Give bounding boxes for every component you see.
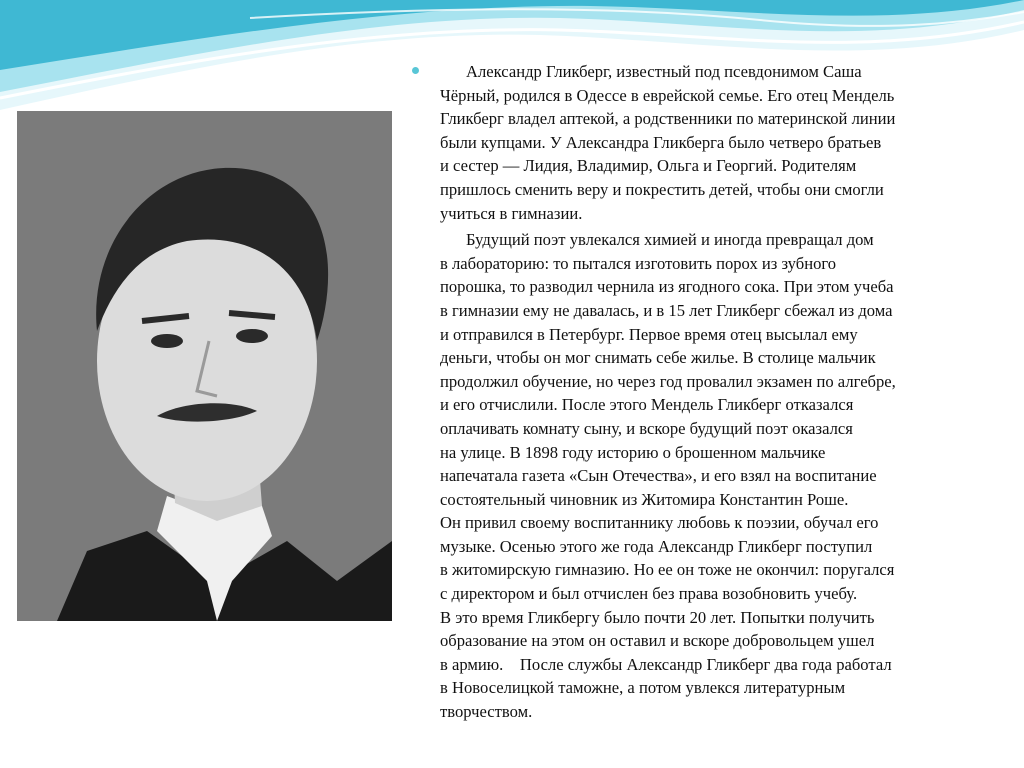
text-line: и сестер — Лидия, Владимир, Ольга и Георгий. Родителям <box>440 156 857 176</box>
text-line: Он привил своему воспитаннику любовь к поэзии, обучал его <box>440 513 879 533</box>
portrait-photo <box>17 111 392 621</box>
text-line: Гликберг владел аптекой, а родственники по материнской линии <box>440 109 896 129</box>
text-line: были купцами. У Александра Гликберга было четверо братьев <box>440 132 882 152</box>
text-line: Чёрный, родился в Одессе в еврейской семье. Его отец Мендель <box>440 85 895 105</box>
portrait-photo-icon <box>17 111 392 621</box>
text-line: и отправился в Петербург. Первое время отец высылал ему <box>440 324 858 344</box>
text-line: на улице. В 1898 году историю о брошенном мальчике <box>440 442 826 462</box>
text-line: в лабораторию: то пытался изготовить порох из зубного <box>440 253 837 273</box>
text-line: порошка, то разводил чернила из ягодного сока. При этом учеба <box>440 277 894 297</box>
text-line: образование на этом он оставил и вскоре добровольцем ушел <box>440 631 875 651</box>
bullet-point <box>412 67 419 74</box>
text-line: пришлось сменить веру и покрестить детей, чтобы они смогли <box>440 179 884 199</box>
text-line: состоятельный чиновник из Житомира Константин Роше. <box>440 489 849 509</box>
text-line: в житомирскую гимназию. Но ее он тоже не окончил: поругался <box>440 560 895 580</box>
portrait-left-eye <box>151 334 183 348</box>
text-line: деньги, чтобы он мог снимать себе жилье. В столице мальчик <box>440 348 876 368</box>
text-line: продолжил обучение, но через год провалил экзамен по алгебре, <box>440 371 896 391</box>
text-line: в гимназии ему не давалась, и в 15 лет Гликберг сбежал из дома <box>440 300 893 320</box>
text-line: Будущий поэт увлекался химией и иногда превращал дом <box>466 230 874 250</box>
paragraph-2 <box>440 228 1000 723</box>
text-line: напечатала газета «Сын Отечества», и его взял на воспитание <box>440 466 877 486</box>
text-line: с директором и был отчислен без права возобновить учебу. <box>440 584 858 604</box>
text-line: оплачивать комнату сыну, и вскоре будущий поэт оказался <box>440 418 853 438</box>
portrait-right-eye <box>236 329 268 343</box>
text-line: музыке. Осенью этого же года Александр Гликберг поступил <box>440 536 873 556</box>
paragraph-1 <box>440 60 1000 225</box>
biography-text <box>440 60 1000 724</box>
text-line: учиться в гимназии. <box>440 203 583 223</box>
text-line: Александр Гликберг, известный под псевдонимом Саша <box>466 62 862 81</box>
text-line: в Новоселицкой таможне, а потом увлекся литературным <box>440 678 846 698</box>
text-line: и его отчислили. После этого Мендель Гликберг отказался <box>440 395 854 415</box>
text-line: В это время Гликбергу было почти 20 лет. Попытки получить <box>440 607 875 627</box>
text-line: творчеством. <box>440 702 533 722</box>
text-line: в армию. После службы Александр Гликберг два года работал <box>440 654 892 674</box>
